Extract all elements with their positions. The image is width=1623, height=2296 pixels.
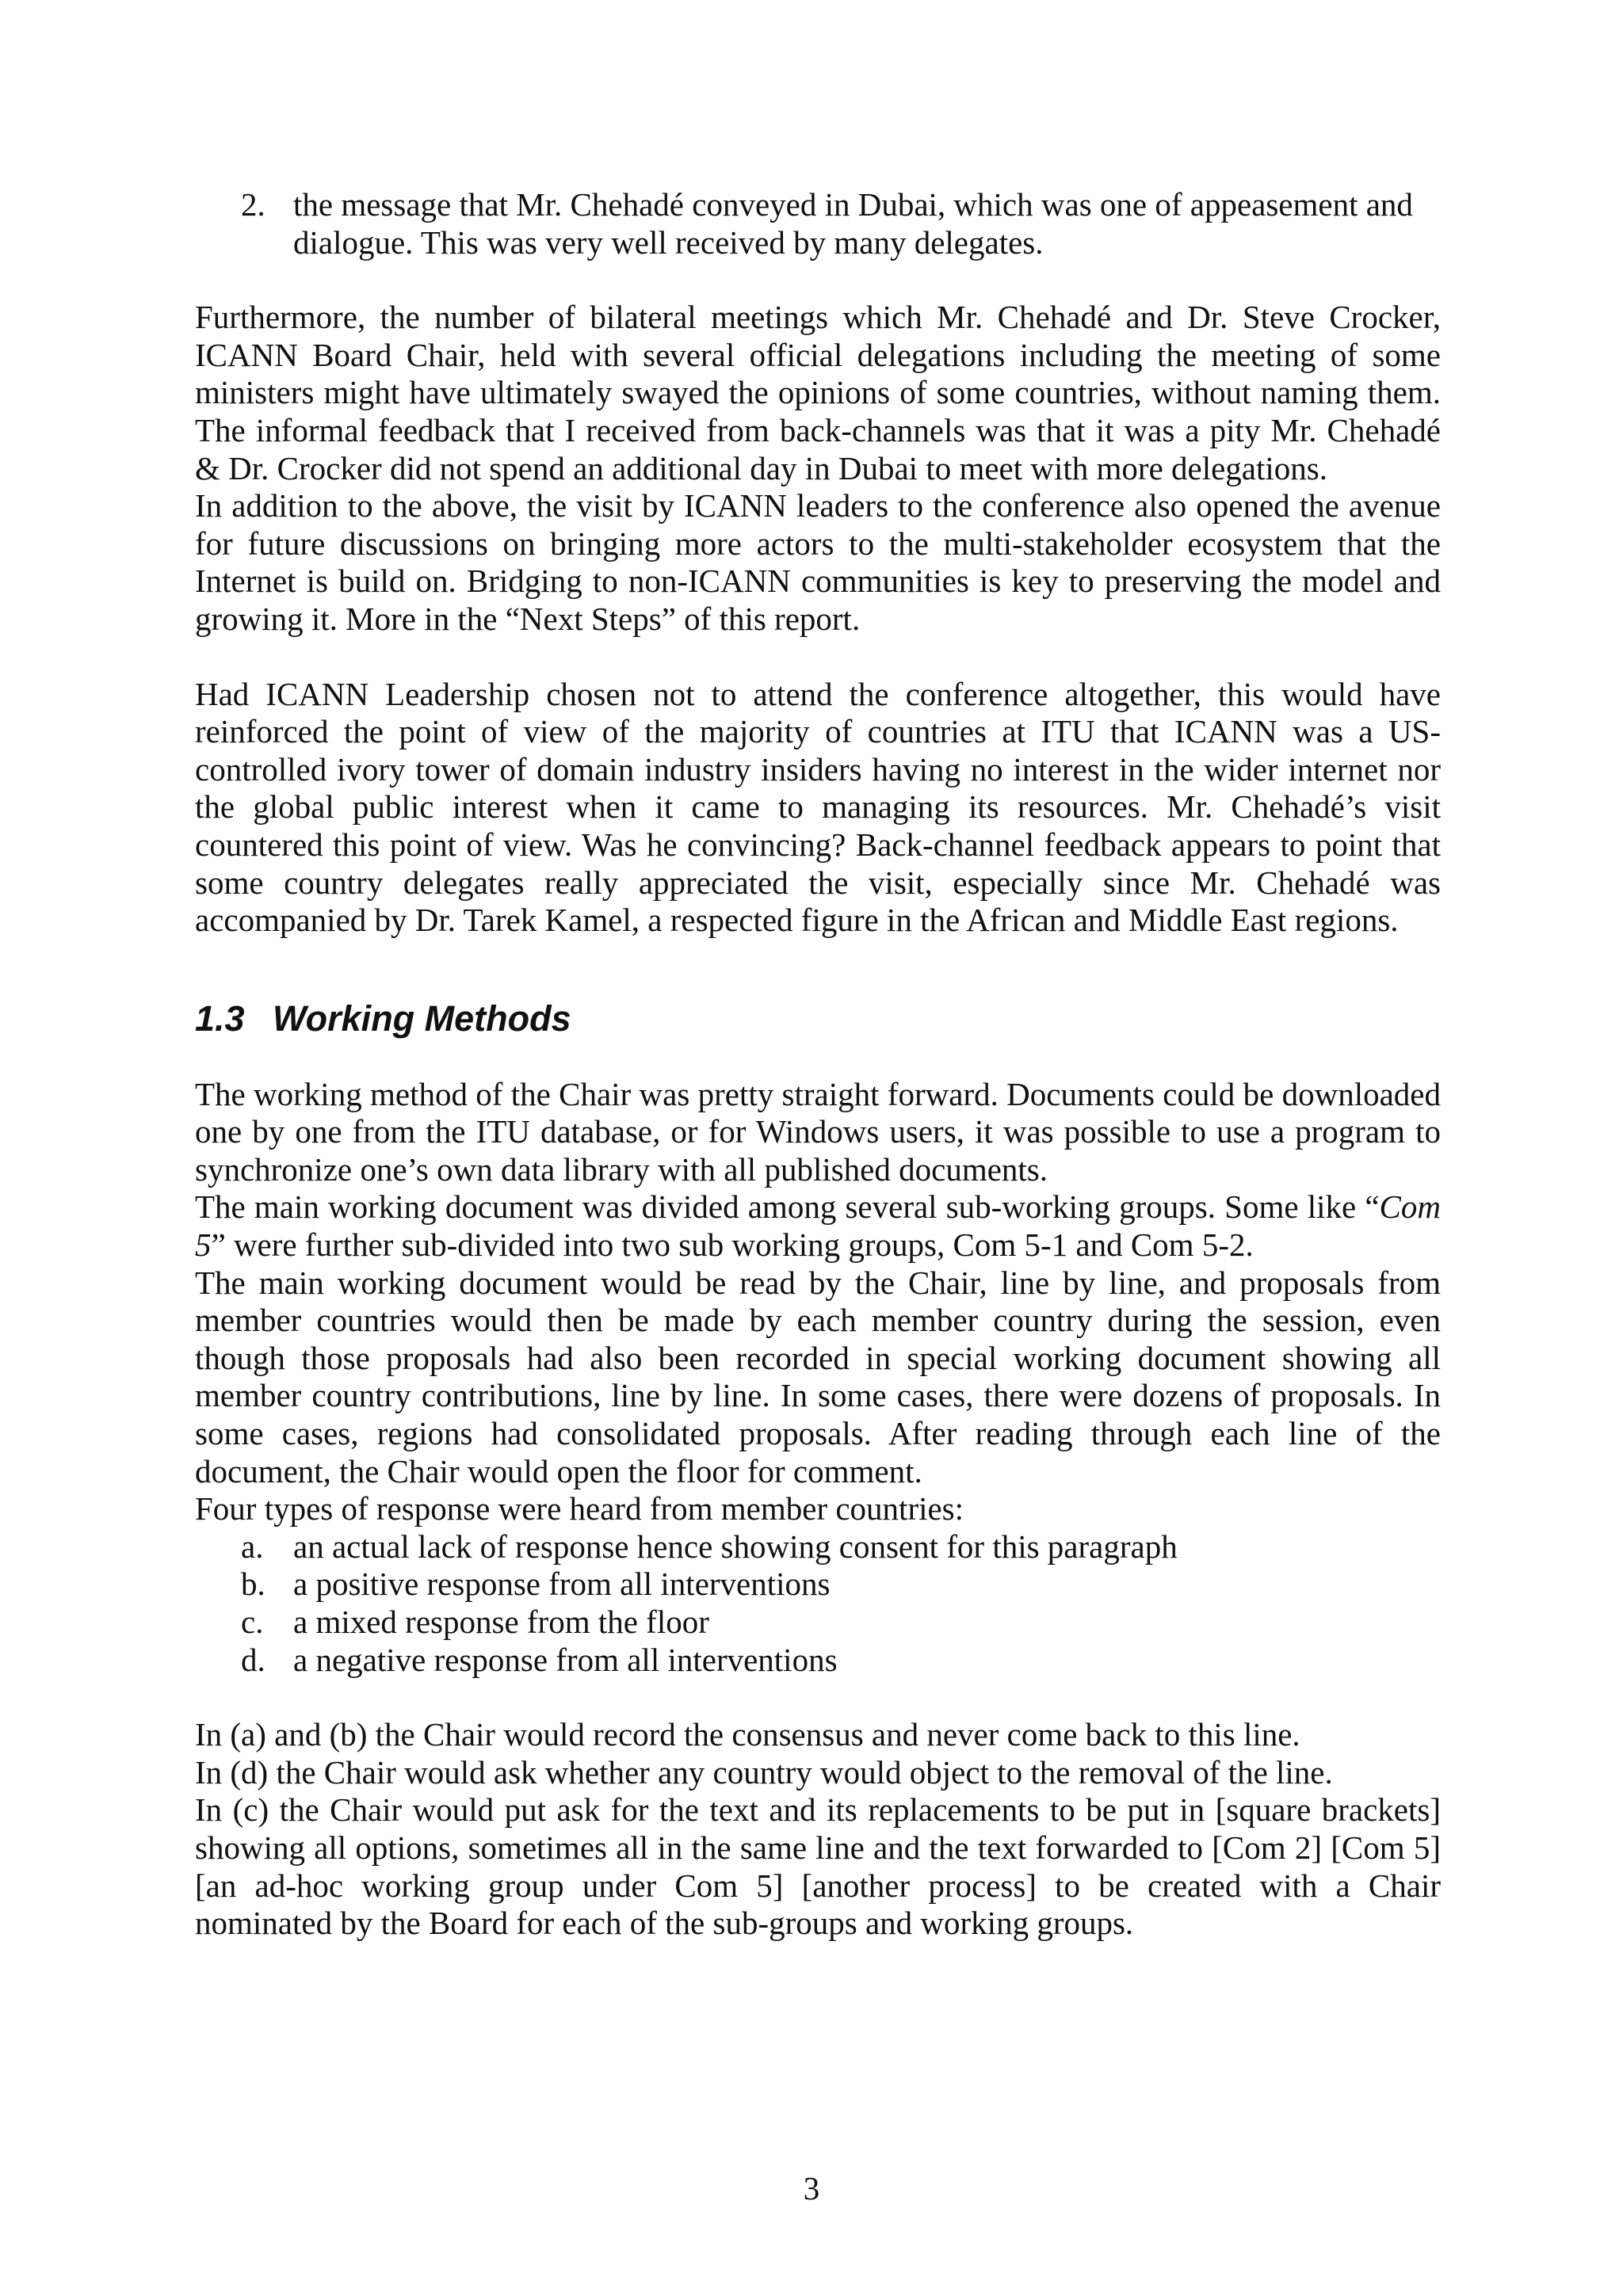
paragraph-reading-process: The main working document would be read by the Chair, line by line, and proposals from member countries would then be made by each member country during the session, even though those proposals had also been recorded in special working document showing all member country contributions, line by line. In some cases, there were dozens of proposals. In some cases, regions had consolidated proposals. After reading through each line of the document, the Chair would open the floor for comment.: [195, 1264, 1441, 1489]
paragraph-bilateral-meetings: Furthermore, the number of bilateral meetings which Mr. Chehadé and Dr. Steve Crocker, ICANN Board Chair, held with several official delegations including the meeting of some ministers might have ultimately swayed the opinions of some countries, without naming them. The informal feedback that I received from back-channels was that it was a pity Mr. Chehadé & Dr. Crocker did not spend an additional day in Dubai to meet with more delegations.: [195, 299, 1441, 486]
paragraph-gap: [195, 1679, 1441, 1716]
list-item: [195, 186, 1441, 261]
list-item: [195, 1566, 1441, 1604]
paragraph-sub-working-groups: [195, 1188, 1441, 1264]
paragraph-gap: [195, 261, 1441, 299]
list-item-text: a negative response from all interventions: [293, 1641, 838, 1678]
list-item-text: an actual lack of response hence showing consent for this paragraph: [293, 1527, 1178, 1565]
paragraph-case-a-b: In (a) and (b) the Chair would record the consensus and never come back to this line.: [195, 1716, 1300, 1753]
paragraph-gap: [195, 639, 1441, 676]
list-marker: d.: [241, 1641, 265, 1678]
text-run: ” were further sub-divided into two sub working groups, Com 5-1 and Com 5-2.: [211, 1226, 1254, 1264]
section-number: 1.3: [195, 997, 245, 1039]
list-marker: 2.: [241, 186, 265, 223]
list-item: [195, 1528, 1441, 1566]
section-title: Working Methods: [273, 997, 571, 1039]
page-number: 3: [803, 2170, 820, 2206]
paragraph-leadership-attendance: Had ICANN Leadership chosen not to attend the conference altogether, this would have reinforced the point of view of the majority of countries at ITU that ICANN was a US-controlled ivory tower of domain industry insiders having no interest in the wider internet nor the global public interest when it came to managing its resources. Mr. Chehadé’s visit countered this point of view. Was he convincing? Back-channel feedback appears to point that some country delegates really appreciated the visit, especially since Mr. Chehadé was accompanied by Dr. Tarek Kamel, a respected figure in the African and Middle East regions.: [195, 675, 1441, 939]
list-item-text: the message that Mr. Chehadé conveyed in Dubai, which was one of appeasement and dialogue. This was very well received by many delegates.: [293, 186, 1413, 261]
paragraph-working-method: The working method of the Chair was pretty straight forward. Documents could be downloaded one by one from the ITU database, or for Windows users, it was possible to use a program to synchronize one’s own data library with all published documents.: [195, 1075, 1441, 1188]
paragraph-case-c: In (c) the Chair would put ask for the text and its replacements to be put in [square brackets] showing all options, sometimes all in the same line and the text forwarded to [Com 2] [Com 5] [an ad-hoc working group under Com 5] [another process] to be created with a Chair nominated by the Board for each of the sub-groups and working groups.: [195, 1791, 1441, 1942]
response-types-list: [195, 1528, 1441, 1679]
paragraph-visit-outcomes: In addition to the above, the visit by ICANN leaders to the conference also opened the avenue for future discussions on bringing more actors to the multi-stakeholder ecosystem that the Internet is build on. Bridging to non-ICANN communities is key to preserving the model and growing it. More in the “Next Steps” of this report.: [195, 487, 1441, 637]
section-heading: [195, 997, 1441, 1041]
page-body: [195, 186, 1441, 1943]
list-item: [195, 1642, 1441, 1680]
list-item: [195, 1604, 1441, 1642]
paragraph-response-types-intro: Four types of response were heard from member countries:: [195, 1490, 964, 1527]
italic-text-run: Com 5: [195, 1188, 1441, 1264]
list-marker: c.: [241, 1604, 264, 1640]
numbered-list: [195, 186, 1441, 261]
list-marker: b.: [241, 1566, 265, 1603]
paragraph-case-d: In (d) the Chair would ask whether any country would object to the removal of the line.: [195, 1753, 1333, 1791]
list-marker: a.: [241, 1527, 264, 1565]
text-run: The main working document was divided among several sub-working groups. Some like “: [195, 1188, 1380, 1226]
list-item-text: a positive response from all interventions: [293, 1566, 831, 1603]
list-item-text: a mixed response from the floor: [293, 1604, 709, 1640]
